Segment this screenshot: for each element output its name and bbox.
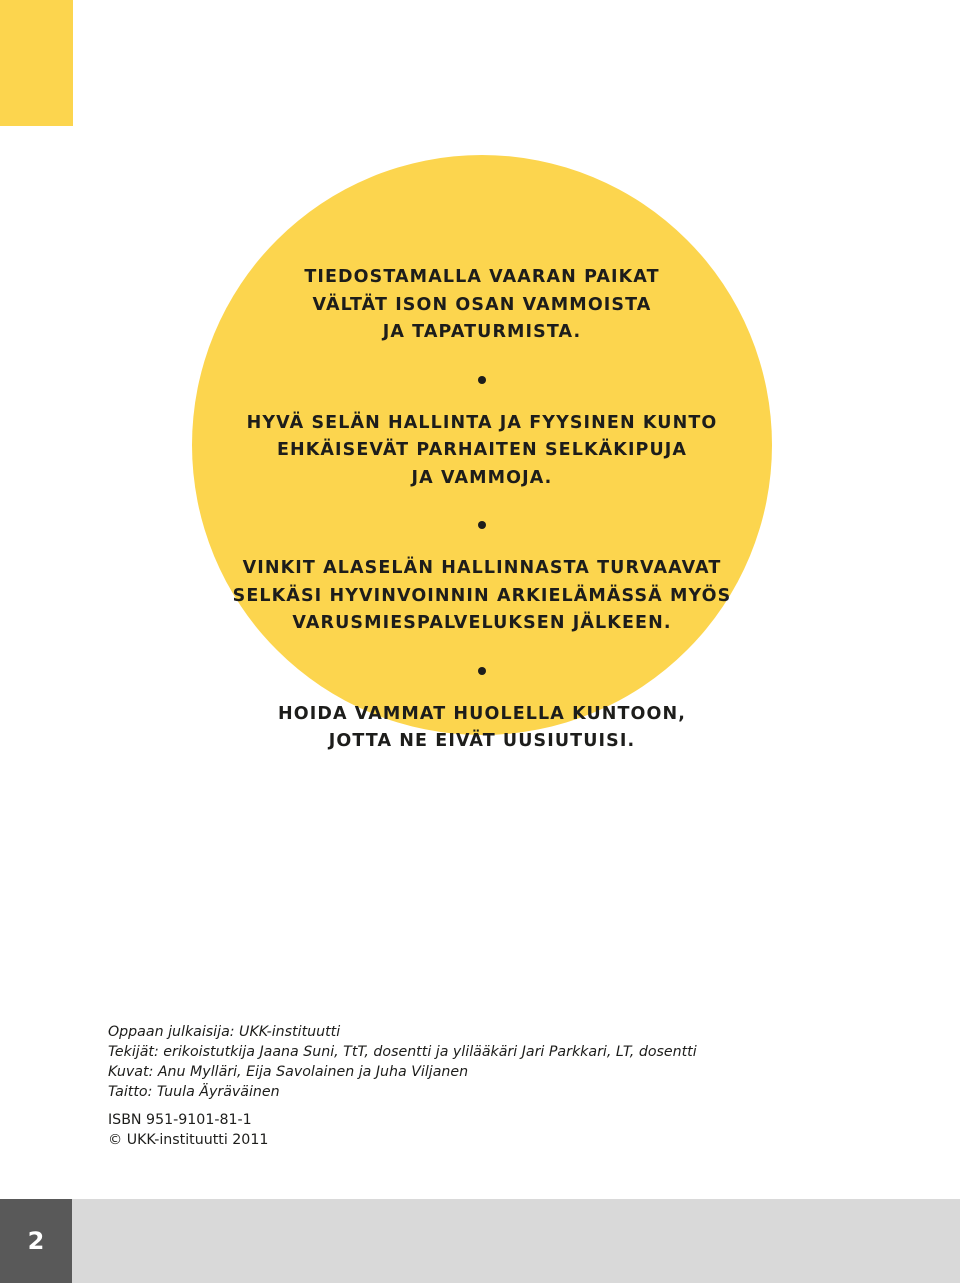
authors-line: Tekijät: erikoistutkija Jaana Suni, TtT, dosentti ja ylilääkäri Jari Parkkari, LT, dosentti: [108, 1044, 697, 1060]
footer-bar: [72, 1199, 960, 1283]
bullet-dot-icon: [478, 376, 486, 384]
message-line: VARUSMIESPALVELUKSEN JÄLKEEN.: [292, 613, 672, 633]
message-block-3: [192, 555, 772, 638]
page-number: 2: [0, 1199, 72, 1283]
message-line: VÄLTÄT ISON OSAN VAMMOISTA: [312, 294, 652, 315]
images-line: Kuvat: Anu Mylläri, Eija Savolainen ja Juha Viljanen: [108, 1064, 469, 1080]
message-line: JA VAMMOJA.: [411, 467, 553, 488]
layout-line: Taitto: Tuula Äyräväinen: [108, 1084, 280, 1100]
message-block-1: [192, 264, 772, 347]
message-line: VINKIT ALASELÄN HALLINNASTA TURVAAVAT: [242, 558, 722, 578]
isbn-line: ISBN 951-9101-81-1: [108, 1112, 252, 1128]
message-line: SELKÄSI HYVINVOINNIN ARKIELÄMÄSSÄ MYÖS: [232, 585, 732, 606]
message-line: TIEDOSTAMALLA VAARAN PAIKAT: [304, 267, 660, 287]
message-line: HYVÄ SELÄN HALLINTA JA FYYSINEN KUNTO: [246, 412, 718, 433]
bullet-dot-icon: [478, 521, 486, 529]
message-line: HOIDA VAMMAT HUOLELLA KUNTOON,: [277, 703, 686, 724]
publisher-line: Oppaan julkaisija: UKK-instituutti: [108, 1024, 341, 1040]
key-messages: [192, 264, 772, 756]
spacer: [108, 1102, 697, 1110]
message-line: JOTTA NE EIVÄT UUSIUTUISI.: [328, 731, 636, 751]
message-line: EHKÄISEVÄT PARHAITEN SELKÄKIPUJA: [276, 440, 688, 460]
copyright-line: © UKK-instituutti 2011: [108, 1132, 269, 1148]
bullet-dot-icon: [478, 667, 486, 675]
corner-color-block: [0, 0, 73, 126]
message-line: JA TAPATURMISTA.: [382, 322, 582, 342]
publication-credits: [108, 1022, 697, 1150]
message-block-4: [192, 701, 772, 756]
message-block-2: [192, 410, 772, 493]
